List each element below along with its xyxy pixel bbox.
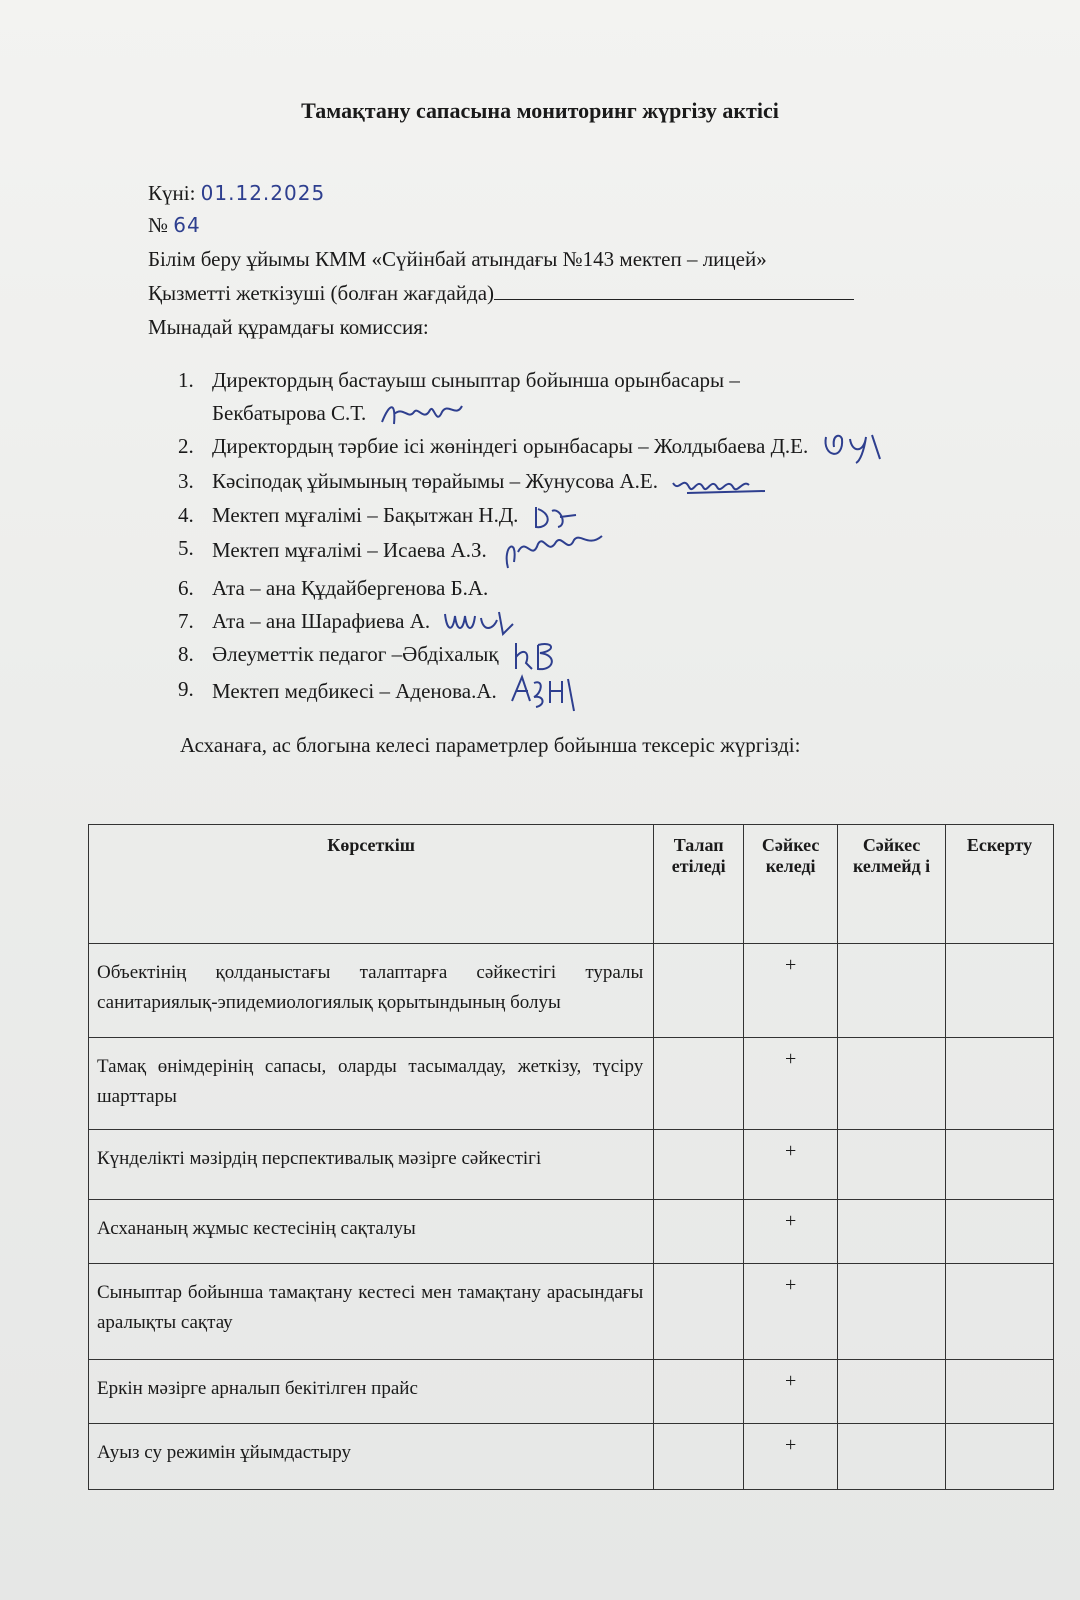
note-cell — [946, 1360, 1054, 1424]
indicator-cell: Объектінің қолданыстағы талаптарға сәйкестігі туралы санитариялық-эпидемиологиялық қорытындының болуы — [89, 944, 654, 1038]
table-row — [89, 1038, 1054, 1130]
member-item: 1. Директордың бастауыш сыныптар бойынша орынбасары – Бекбатырова С.Т. — [178, 364, 1038, 430]
signature-mark — [530, 503, 580, 531]
supplier-blank — [494, 277, 854, 300]
supplier-label: Қызметті жеткізуші (болған жағдайда) — [148, 281, 495, 305]
signature-mark — [498, 532, 608, 572]
date-value: 01.12.2025 — [200, 181, 326, 205]
required-cell — [654, 1200, 744, 1264]
member-item: 7. Ата – ана Шарафиева А. — [178, 605, 1038, 638]
signature-mark — [510, 639, 570, 673]
compliant-cell: + — [744, 1264, 838, 1360]
compliant-cell: + — [744, 1038, 838, 1130]
member-role: Ата – ана Шарафиева А. — [212, 608, 431, 633]
member-item: 3. Кәсіподақ ұйымының төрайымы – Жунусова А.Е. — [178, 465, 1038, 498]
member-item: 4. Мектеп мұғалімі – Бақытжан Н.Д. — [178, 499, 1038, 532]
table-row — [89, 1424, 1054, 1490]
compliant-cell: + — [744, 1424, 838, 1490]
member-role: Кәсіподақ ұйымының төрайымы – Жунусова А.Е. — [212, 469, 658, 494]
table-row — [89, 1264, 1054, 1360]
compliant-cell: + — [744, 944, 838, 1038]
member-item: 9. Мектеп медбикесі – Аденова.А. — [178, 673, 1038, 713]
header-indicator: Көрсеткіш — [89, 825, 654, 944]
supplier-line — [148, 276, 854, 310]
member-role: Әлеуметтік педагог –Әбдіхалық — [212, 641, 499, 666]
compliant-cell: + — [744, 1200, 838, 1264]
noncompliant-cell — [838, 1424, 946, 1490]
table-row — [89, 1130, 1054, 1200]
inspection-table — [88, 824, 1054, 1490]
noncompliant-cell — [838, 1200, 946, 1264]
signature-mark — [441, 608, 521, 638]
indicator-cell: Сыныптар бойынша тамақтану кестесі мен тамақтану арасындағы аралықты сақтау — [89, 1264, 654, 1360]
note-cell — [946, 1200, 1054, 1264]
inspection-intro: Асханаға, ас блогына келесі параметрлер бойынша тексеріс жүргізді: — [180, 733, 801, 757]
member-role: Мектеп мұғалімі – Бақытжан Н.Д. — [212, 502, 519, 527]
member-role: Директордың бастауыш сыныптар бойынша орынбасары – — [212, 368, 740, 392]
indicator-cell: Күнделікті мәзірдің перспективалық мәзірге сәйкестігі — [89, 1130, 654, 1200]
noncompliant-cell — [838, 1360, 946, 1424]
member-role: Мектеп медбикесі – Аденова.А. — [212, 678, 497, 703]
table-row — [89, 1200, 1054, 1264]
member-item: 5. Мектеп мұғалімі – Исаева А.З. — [178, 532, 1038, 572]
date-line — [148, 176, 325, 210]
header-required: Талап етіледі — [654, 825, 744, 944]
member-item: 2. Директордың тәрбие ісі жөніндегі орынбасары – Жолдыбаева Д.Е. — [178, 430, 1038, 465]
member-role: Директордың тәрбие ісі жөніндегі орынбасары – Жолдыбаева Д.Е. — [212, 434, 809, 459]
header-compliant: Сәйкес келеді — [744, 825, 838, 944]
date-label: Күні: — [148, 181, 196, 205]
required-cell — [654, 1424, 744, 1490]
note-cell — [946, 1264, 1054, 1360]
document-title: Тамақтану сапасына мониторинг жүргізу актісі — [301, 98, 779, 123]
compliant-cell: + — [744, 1130, 838, 1200]
noncompliant-cell — [838, 1038, 946, 1130]
noncompliant-cell — [838, 944, 946, 1038]
note-cell — [946, 1424, 1054, 1490]
table-row — [89, 1360, 1054, 1424]
required-cell — [654, 1360, 744, 1424]
compliant-cell: + — [744, 1360, 838, 1424]
indicator-cell: Ауыз су режимін ұйымдастыру — [89, 1424, 654, 1490]
member-name: Бекбатырова С.Т. — [212, 401, 367, 425]
indicator-cell: Асхананың жұмыс кестесінің сақталуы — [89, 1200, 654, 1264]
member-role: Ата – ана Құдайбергенова Б.А. — [212, 575, 489, 600]
note-cell — [946, 1038, 1054, 1130]
note-cell — [946, 944, 1054, 1038]
member-item: 8. Әлеуметтік педагог –Әбдіхалық — [178, 638, 1038, 673]
commission-list — [178, 364, 1038, 713]
member-role: Мектеп мұғалімі – Исаева А.З. — [212, 537, 487, 562]
signature-mark — [508, 673, 588, 713]
header-note: Ескерту — [946, 825, 1054, 944]
header-noncompliant: Сәйкес келмейд і — [838, 825, 946, 944]
required-cell — [654, 1264, 744, 1360]
member-item: 6. Ата – ана Құдайбергенова Б.А. — [178, 575, 489, 600]
indicator-cell: Еркін мәзірге арналып бекітілген прайс — [89, 1360, 654, 1424]
required-cell — [654, 1130, 744, 1200]
signature-mark — [820, 431, 900, 465]
number-value: 64 — [173, 213, 201, 237]
note-cell — [946, 1130, 1054, 1200]
signature-mark — [378, 400, 466, 430]
organization-line: Білім беру ұйымы КММ «Сүйінбай атындағы №143 мектеп – лицей» — [148, 247, 767, 271]
required-cell — [654, 944, 744, 1038]
noncompliant-cell — [838, 1264, 946, 1360]
signature-mark — [669, 469, 769, 499]
noncompliant-cell — [838, 1130, 946, 1200]
required-cell — [654, 1038, 744, 1130]
commission-label: Мынадай құрамдағы комиссия: — [148, 315, 429, 339]
number-line — [148, 208, 201, 242]
number-label: № — [148, 213, 169, 237]
table-row — [89, 944, 1054, 1038]
indicator-cell: Тамақ өнімдерінің сапасы, оларды тасымалдау, жеткізу, түсіру шарттары — [89, 1038, 654, 1130]
table-header-row — [89, 825, 1054, 944]
